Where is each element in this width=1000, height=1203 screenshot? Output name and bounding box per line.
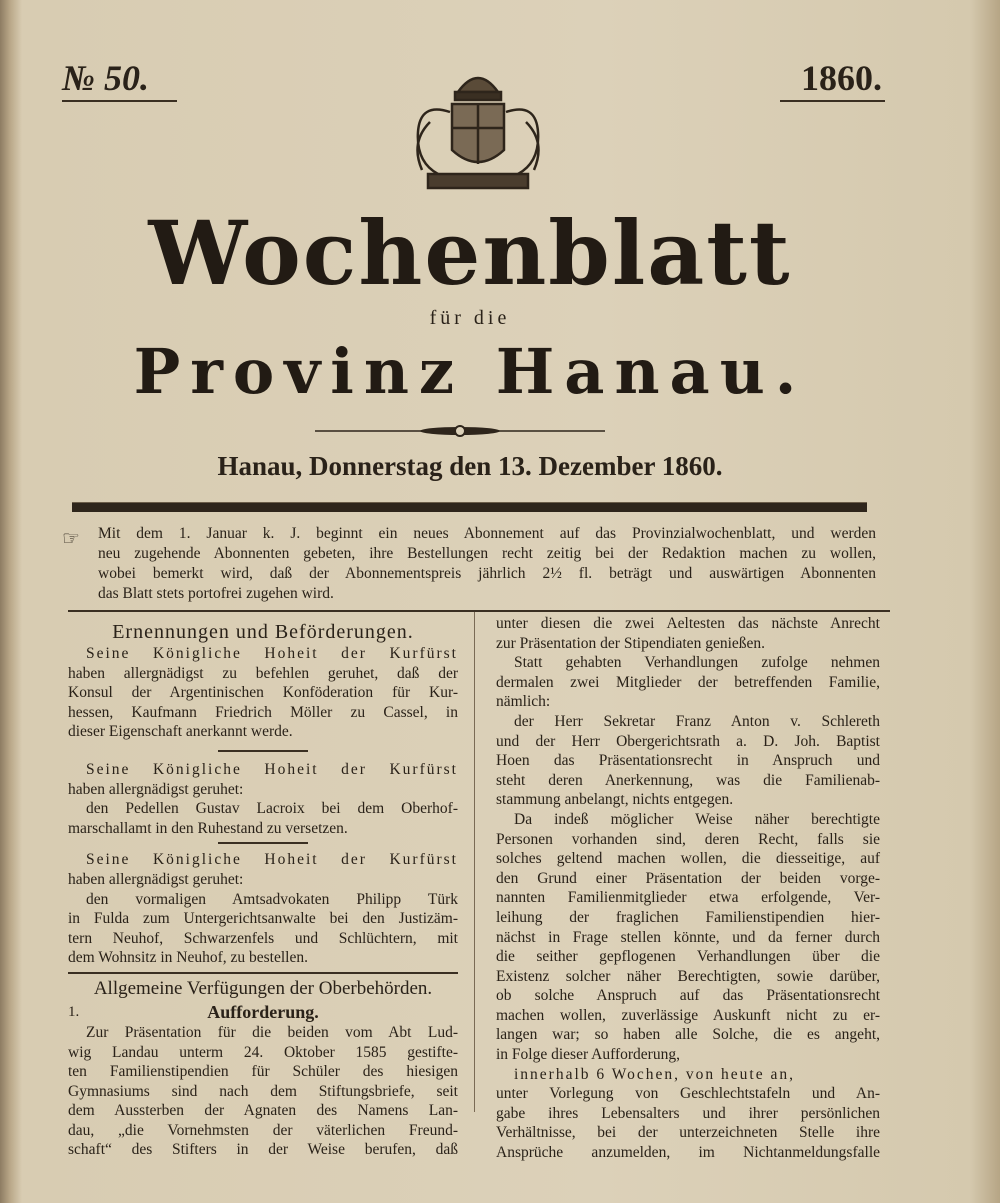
text-line: Zur Präsentation für die beiden vom Abt Lud- xyxy=(86,1023,458,1041)
notice-line: Mit dem 1. Januar k. J. beginnt ein neues Abonnement auf das Provinzialwochenblatt, und werden xyxy=(98,525,876,542)
paragraph-lacroix xyxy=(68,760,458,838)
right-column xyxy=(496,614,880,1163)
text-line: und der Herr Obergerichtsrath a. D. Joh. Baptist xyxy=(496,732,880,750)
text-line: in Fulda zum Untergerichtsanwalte bei den Justizäm- xyxy=(68,910,458,928)
text-line: wig Landau unterm 24. Oktober 1585 gestifte- xyxy=(68,1043,458,1061)
subheading-text: Aufforderung. xyxy=(207,1001,319,1022)
newspaper-subtitle: Provinz Hanau. xyxy=(133,335,807,408)
text-line: dieser Eigenschaft anerkannt werde. xyxy=(68,723,293,741)
section-rule xyxy=(68,610,890,612)
text-line: Da indeß möglicher Weise näher berechtigte xyxy=(514,810,880,828)
text-line: in Folge dieser Aufforderung, xyxy=(496,1046,680,1064)
issue-underline xyxy=(62,100,177,102)
text-line: schaft“ des Stifters in der Weise berufen, daß xyxy=(68,1141,458,1159)
text-line: Personen vorhanden sind, deren Recht, falls sie xyxy=(496,830,880,848)
subscription-notice xyxy=(98,524,876,604)
text-line: Existenz solcher näher Berechtigten, sowie darüber, xyxy=(496,967,880,985)
text-line: Ansprüche anzumelden, im Nichtanmeldungsfalle xyxy=(496,1144,880,1162)
title-connector: für die xyxy=(429,307,511,329)
text-line: der Herr Sekretar Franz Anton v. Schlereth xyxy=(514,712,880,730)
text-line: Konsul der Argentinischen Konföderation für Kur- xyxy=(68,684,458,702)
separator-rule xyxy=(218,750,308,752)
text-line: leihung der fraglichen Familienstipendien hier- xyxy=(496,908,880,926)
text-line: hessen, Kaufmann Friedrich Möller zu Cassel, in xyxy=(68,703,458,721)
text-line: nächst in Frage stellen könnte, und da ferner durch xyxy=(496,928,880,946)
column-divider xyxy=(474,612,475,1112)
paragraph-landau xyxy=(68,1023,458,1160)
notice-line: wobei bemerkt wird, daß der Abonnementspreis jährlich 2½ fl. beträgt und auswärtigen Abonnenten xyxy=(98,565,876,582)
text-line: marschallamt in den Ruhestand zu versetzen. xyxy=(68,819,348,837)
text-line: unter diesen die zwei Aeltesten das nächste Anrecht xyxy=(496,615,880,632)
text-line: dem Aussterben der Agnaten des Namens Lan- xyxy=(68,1102,458,1120)
text-line: tern Neuhof, Schwarzenfels und Schlüchtern, mit xyxy=(68,929,458,947)
text-line: dermalen zwei Mitglieder der betreffenden Familie, xyxy=(496,673,880,691)
section-heading-ordinances: Allgemeine Verfügungen der Oberbehörden. xyxy=(93,977,433,999)
subheading-aufforderung xyxy=(68,1001,458,1023)
coat-of-arms-icon xyxy=(400,62,556,202)
year-underline xyxy=(780,100,885,102)
newspaper-title: Wochenblatt xyxy=(148,201,792,305)
separator-rule xyxy=(218,842,308,844)
section-rule xyxy=(68,972,458,974)
left-column xyxy=(68,620,458,1160)
issue-year: 1860. xyxy=(801,58,882,98)
text-line: haben allergnädigst geruhet: xyxy=(68,870,244,888)
text-line: dau, „die Vornehmsten der väterlichen Freund- xyxy=(68,1121,458,1139)
text-line: unter Vorlegung von Geschlechtstafeln und An- xyxy=(496,1085,880,1103)
text-line: stammung anbelangt, nichts entgegen. xyxy=(496,791,734,809)
pointing-hand-icon: ☞ xyxy=(62,528,80,550)
item-number: 1. xyxy=(68,1003,80,1020)
ornamental-rule xyxy=(315,424,605,438)
text-line: Hoen das Präsentationsrecht in Anspruch und xyxy=(496,752,880,770)
text-line: die seither gepflogenen Verhandlungen über die xyxy=(496,948,880,966)
text-line: Statt gehabten Verhandlungen zufolge nehmen xyxy=(514,654,880,672)
text-line: machen wollen, zuverlässige Auskunft nicht zu er- xyxy=(496,1006,880,1024)
text-line: Seine Königliche Hoheit der Kurfürst xyxy=(86,851,458,869)
notice-line: neu zugehende Abonnenten gebeten, ihre Bestellungen recht zeitig bei der Redaktion machen zu wollen, xyxy=(98,545,876,562)
text-line: Seine Königliche Hoheit der Kurfürst xyxy=(86,645,458,662)
text-line: innerhalb 6 Wochen, von heute an, xyxy=(514,1065,795,1083)
text-line: den Grund einer Präsentation der beiden vorge- xyxy=(496,869,880,887)
text-line: langen war; so haben alle Solche, die es angeht, xyxy=(496,1026,880,1044)
text-line: Verhältnisse, bei der unterzeichneten Stelle ihre xyxy=(496,1124,880,1142)
text-line: den vormaligen Amtsadvokaten Philipp Türk xyxy=(86,890,458,908)
text-line: steht deren Anerkennung, was die Familienab- xyxy=(496,771,880,789)
text-line: haben allergnädigst geruhet: xyxy=(68,780,244,798)
text-line: den Pedellen Gustav Lacroix bei dem Oberhof- xyxy=(86,800,458,818)
paragraph-tuerk xyxy=(68,850,458,968)
text-line: solches geltend machen wollen, die diesseitige, auf xyxy=(496,850,880,868)
text-line: ten Familienstipendien für Schüler des hiesigen xyxy=(68,1063,458,1081)
text-line: dem Wohnsitz in Neuhof, zu bestellen. xyxy=(68,949,308,967)
paragraph-moeller xyxy=(68,644,458,742)
text-line: Gymnasiums sind nach dem Stiftungsbriefe, seit xyxy=(68,1082,458,1100)
issue-number: № 50. xyxy=(62,58,149,98)
text-line: nannten Familienmitglieder etwa erfolgende, Ver- xyxy=(496,889,880,907)
section-heading-appointments: Ernennungen und Beförderungen. xyxy=(112,621,414,643)
text-line: zur Präsentation der Stipendiaten genießen. xyxy=(496,634,766,652)
notice-line: das Blatt stets portofrei zugehen wird. xyxy=(98,585,334,602)
text-line: Seine Königliche Hoheit der Kurfürst xyxy=(86,760,458,778)
masthead-rule xyxy=(72,502,867,512)
text-line: gabe ihres Lebensalters und ihrer persönlichen xyxy=(496,1104,880,1122)
text-line: ob solche Anspruch auf das Präsentationsrecht xyxy=(496,987,880,1005)
dateline: Hanau, Donnerstag den 13. Dezember 1860. xyxy=(217,451,723,481)
text-line: nämlich: xyxy=(496,693,551,711)
text-line: haben allergnädigst zu befehlen geruhet, daß der xyxy=(68,664,458,682)
